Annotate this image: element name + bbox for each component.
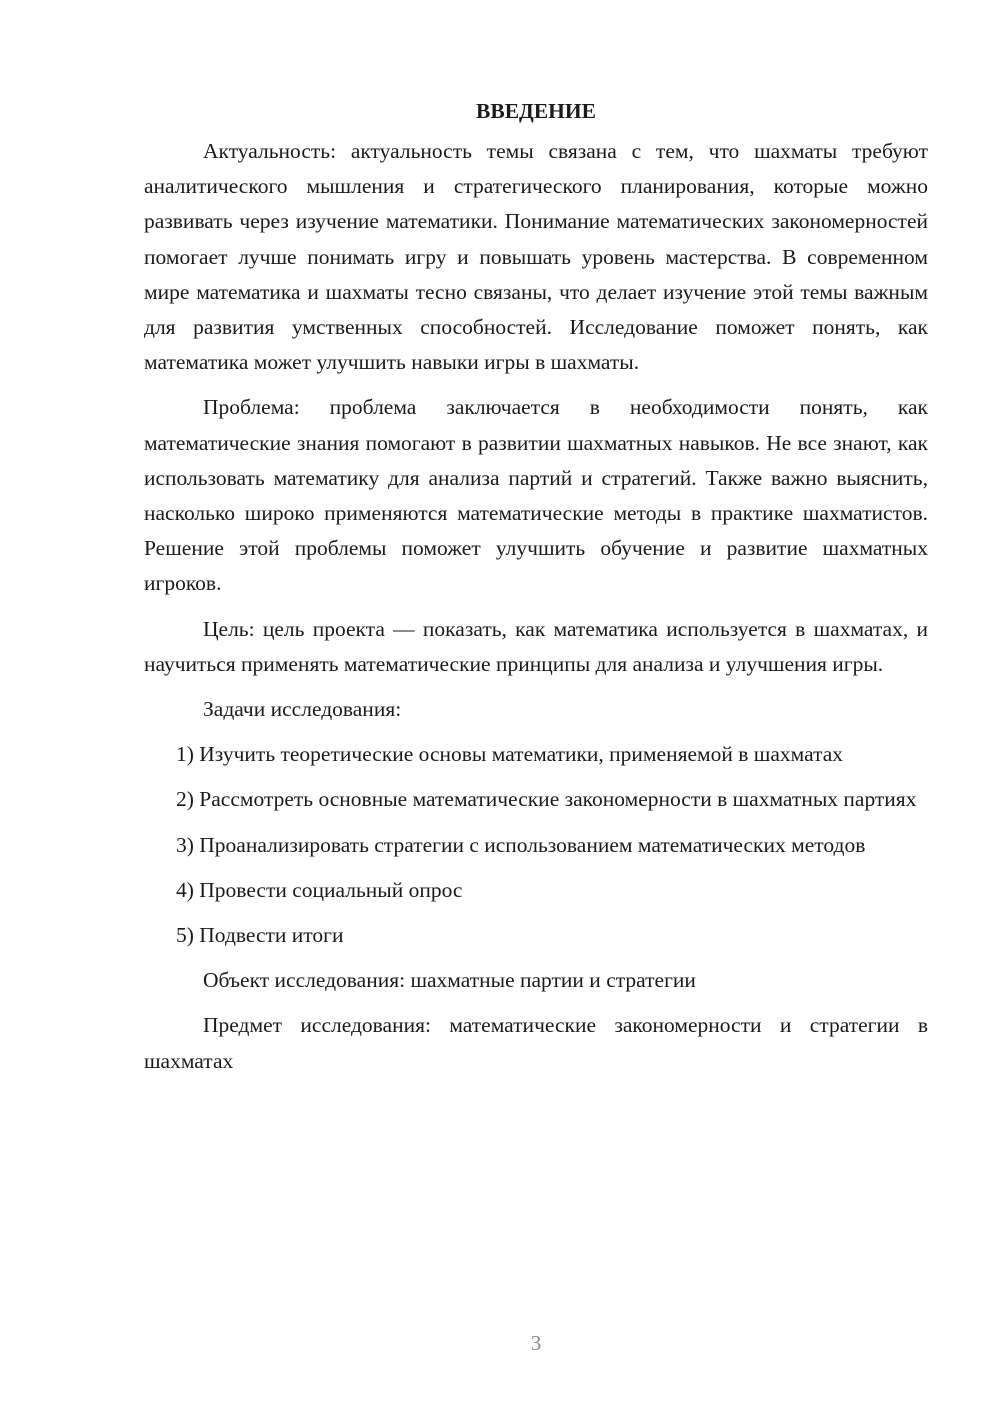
relevance-paragraph: Актуальность: актуальность темы связана с тем, что шахматы требуют аналитического мышления и стратегического планирования, которые можно развивать через изучение математики. Понимание математических закономерностей помогает лучше понимать игру и повышать уровень мастерства. В современном мире математика и шахматы тесно связаны, что делает изучение этой темы важным для развития умственных способностей. Исследование поможет понять, как математика может улучшить навыки игры в шахматы. bbox=[144, 139, 928, 375]
goal-paragraph: Цель: цель проекта — показать, как математика используется в шахматах, и научиться применять математические принципы для анализа и улучшения игры. bbox=[144, 616, 928, 676]
task-item-1: 1) Изучить теоретические основы математики, применяемой в шахматах bbox=[176, 742, 844, 767]
task-item-2: 2) Рассмотреть основные математические закономерности в шахматных партиях bbox=[176, 787, 917, 812]
document-body bbox=[144, 96, 928, 1089]
page-number: 3 bbox=[530, 1331, 542, 1355]
task-item-4: 4) Провести социальный опрос bbox=[176, 877, 463, 902]
task-item-5: 5) Подвести итоги bbox=[176, 923, 344, 948]
task-item-3: 3) Проанализировать стратегии с использованием математических методов bbox=[176, 832, 866, 857]
page-title: ВВЕДЕНИЕ bbox=[476, 99, 596, 123]
problem-paragraph: Проблема: проблема заключается в необходимости понять, как математические знания помогают в развитии шахматных навыков. Не все знают, как использовать математику для анализа партий и стратегий. Также важно выяснить, насколько широко применяются математические методы в практике шахматистов. Решение этой проблемы поможет улучшить обучение и развитие шахматных игроков. bbox=[144, 395, 928, 596]
tasks-heading: Задачи исследования: bbox=[203, 697, 402, 722]
research-subject: Предмет исследования: математические закономерности и стратегии в шахматах bbox=[144, 1013, 928, 1073]
research-object: Объект исследования: шахматные партии и стратегии bbox=[203, 968, 696, 993]
